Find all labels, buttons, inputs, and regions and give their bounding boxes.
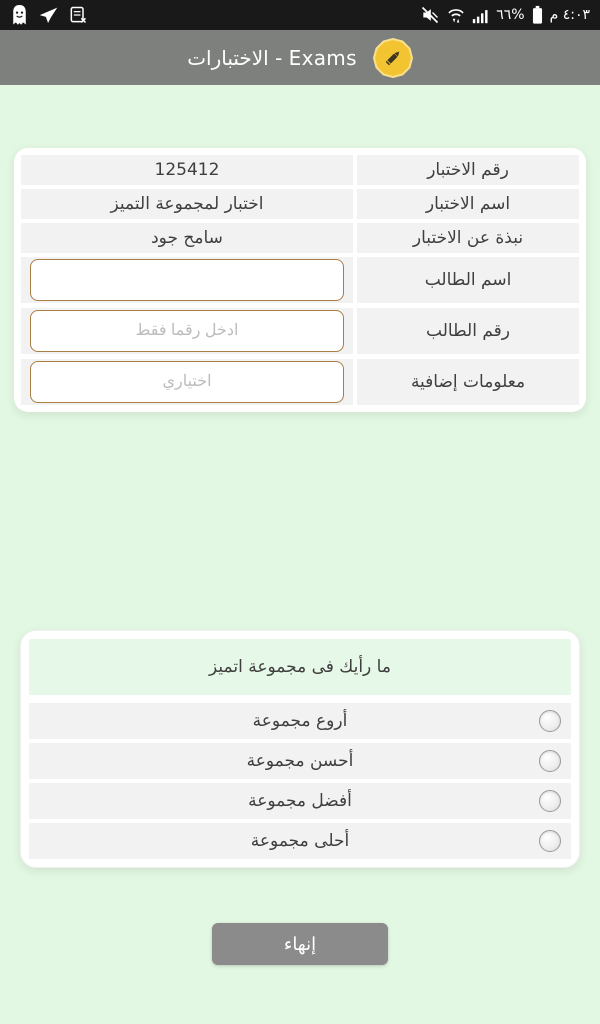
option-row-2[interactable]	[29, 743, 571, 779]
radio-button[interactable]	[539, 750, 561, 772]
wifi-icon	[446, 5, 466, 25]
exam-name-row	[21, 189, 579, 219]
battery-icon	[531, 5, 544, 25]
option-row-1[interactable]	[29, 703, 571, 739]
extra-info-label: معلومات إضافية	[357, 359, 579, 405]
student-number-cell	[21, 308, 353, 354]
app-header	[0, 30, 600, 85]
student-name-input[interactable]	[30, 259, 344, 301]
extra-info-cell	[21, 359, 353, 405]
clock: ٤:٠٣ م	[549, 7, 590, 23]
extra-info-input[interactable]	[30, 361, 344, 403]
radio-button[interactable]	[539, 830, 561, 852]
extra-info-row	[21, 359, 579, 405]
sim-alert-icon	[68, 5, 88, 25]
exam-info-card	[14, 148, 586, 412]
option-label: أحسن مجموعة	[246, 751, 354, 771]
radio-button[interactable]	[539, 790, 561, 812]
option-label: أروع مجموعة	[252, 711, 348, 731]
send-app-icon	[38, 5, 59, 26]
exam-about-label: نبذة عن الاختبار	[357, 223, 579, 253]
student-number-row	[21, 308, 579, 354]
battery-percent: ٦٦%	[496, 7, 525, 23]
pencil-badge-icon[interactable]	[373, 38, 413, 78]
student-name-cell	[21, 257, 353, 303]
student-name-row	[21, 257, 579, 303]
status-bar	[0, 0, 600, 30]
exam-about-value: سامح جود	[21, 223, 353, 253]
student-number-input[interactable]	[30, 310, 344, 352]
exam-name-label: اسم الاختبار	[357, 189, 579, 219]
finish-button[interactable]: إنهاء	[212, 923, 388, 965]
sound-muted-icon	[420, 5, 440, 25]
option-row-4[interactable]	[29, 823, 571, 859]
status-bar-right	[420, 5, 590, 25]
question-card	[20, 630, 580, 868]
option-row-3[interactable]	[29, 783, 571, 819]
question-title: ما رأيك فى مجموعة اتميز	[29, 639, 571, 695]
page-title: الاختبارات - Exams	[187, 45, 357, 70]
status-bar-left	[10, 4, 88, 26]
exam-number-row	[21, 155, 579, 185]
page-body	[0, 148, 600, 1024]
exam-number-label: رقم الاختبار	[357, 155, 579, 185]
radio-button[interactable]	[539, 710, 561, 732]
exam-name-value: اختبار لمجموعة التميز	[21, 189, 353, 219]
option-label: أفضل مجموعة	[248, 791, 352, 811]
exam-number-value: 125412	[21, 155, 353, 185]
option-label: أحلى مجموعة	[250, 831, 350, 851]
exam-about-row	[21, 223, 579, 253]
cell-signal-icon	[472, 6, 490, 24]
ghost-app-icon	[10, 4, 29, 26]
student-name-label: اسم الطالب	[357, 257, 579, 303]
student-number-label: رقم الطالب	[357, 308, 579, 354]
